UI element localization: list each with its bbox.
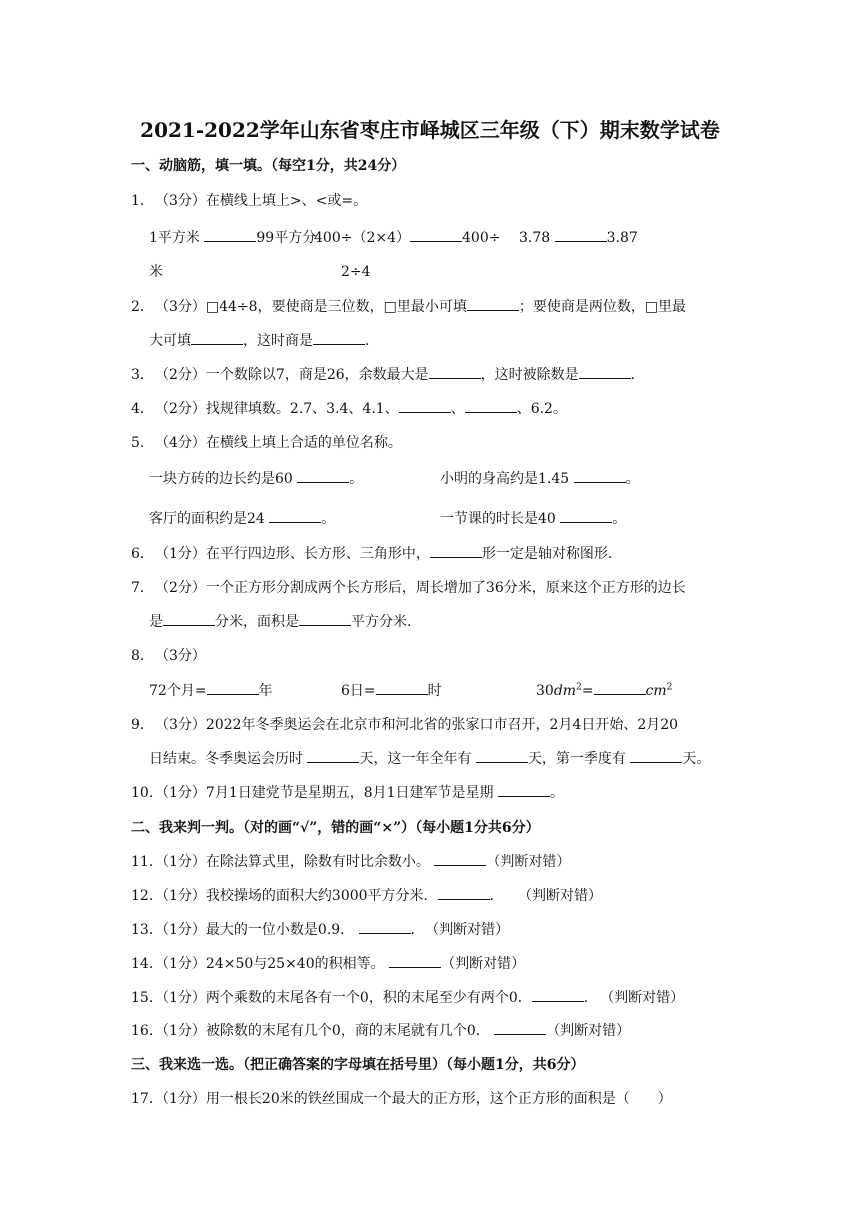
question-14: 14．（1分）24×50与25×40的积相等。 （判断对错） [131,956,526,972]
answer-blank[interactable] [269,509,321,523]
page-title: 2021-2022学年山东省枣庄市峄城区三年级（下）期末数学试卷 [140,118,720,142]
answer-blank[interactable] [560,509,612,523]
answer-blank[interactable] [376,681,428,695]
answer-blank[interactable] [494,1021,546,1035]
question-11: 11．（1分）在除法算式里，除数有时比余数小。 （判断对错） [131,854,571,870]
q5-item-b: 小明的身高约是1.45 。 [440,471,640,487]
q5-item-a: 一块方砖的边长约是60 。 [149,471,364,487]
answer-blank[interactable] [307,749,359,763]
question-16: 16．（1分）被除数的末尾有几个0，商的末尾就有几个0． （判断对错） [131,1023,631,1039]
section-heading-2: 二、我来判一判。（对的画“√”，错的画“×”）（每小题1分共6分） [131,820,540,836]
q8-item-c: $30dm^2= cm^2$ [536,682,673,699]
answer-blank[interactable] [434,852,486,866]
question-5: 5．（4分）在横线上填上合适的单位名称。 [131,435,402,451]
question-9: 9．（3分）2022年冬季奥运会在北京市和河北省的张家口市召开，2月4日开始、2月20 [131,717,679,733]
question-15: 15．（1分）两个乘数的末尾各有一个0，积的末尾至少有两个0． . （判断对错） [131,990,685,1006]
answer-blank[interactable] [359,920,411,934]
answer-blank[interactable] [389,954,441,968]
answer-blank[interactable] [594,681,646,695]
question-17: 17．（1分）用一根长20米的铁丝围成一个最大的正方形，这个正方形的面积是（ ） [131,1091,672,1107]
answer-blank[interactable] [313,331,365,345]
answer-blank[interactable] [555,228,607,242]
question-9-cont: 日结束。冬季奥运会历时 天，这一年全年有 天，第一季度有 天。 [149,751,711,767]
answer-blank[interactable] [574,469,626,483]
question-6: 6．（1分）在平行四边形、长方形、三角形中， 形一定是轴对称图形. [131,546,613,562]
q1-item-a-cont: 米 [149,264,163,280]
question-2-cont: 大可填 ，这时商是 . [149,333,370,349]
q5-item-d: 一节课的时长是40 。 [440,511,627,527]
answer-blank[interactable] [163,612,215,626]
answer-blank[interactable] [191,331,243,345]
question-12: 12．（1分）我校操场的面积大约3000平方分米． . （判断对错） [131,888,602,904]
question-2: 2．（3分）□44÷8，要使商是三位数，□里最小可填 ；要使商是两位数，□里最 [131,299,687,315]
question-10: 10．（1分）7月1日建党节是星期五，8月1日建军节是星期 。 [131,785,564,801]
answer-blank[interactable] [204,228,256,242]
q1-item-b: 400÷（2×4） 400÷ [314,230,501,246]
answer-blank[interactable] [498,783,550,797]
answer-blank[interactable] [429,365,481,379]
answer-blank[interactable] [438,886,490,900]
answer-blank[interactable] [532,988,584,1002]
q1-item-c: 3.78 3.87 [519,230,638,246]
question-3: 3．（2分）一个数除以7，商是26，余数最大是 ，这时被除数是 . [131,367,636,383]
answer-blank[interactable] [630,749,682,763]
answer-blank[interactable] [430,544,482,558]
section-heading-1: 一、动脑筋，填一填。（每空1分，共24分） [131,158,406,174]
answer-blank[interactable] [467,297,519,311]
answer-blank[interactable] [579,365,631,379]
question-8: 8．（3分） [131,648,206,664]
q1-item-b-cont: 2÷4 [341,264,371,280]
q8-item-a: 72个月= 年 [149,683,273,699]
question-13: 13．（1分）最大的一位小数是0.9． . （判断对错） [131,922,510,938]
section-heading-3: 三、我来选一选。（把正确答案的字母填在括号里）（每小题1分，共6分） [131,1057,585,1073]
question-7-cont: 是 分米，面积是 平方分米. [149,614,412,630]
answer-blank[interactable] [399,399,451,413]
answer-blank[interactable] [299,612,351,626]
q8-item-b: 6日= 时 [341,683,442,699]
answer-blank[interactable] [476,749,528,763]
answer-blank[interactable] [410,228,462,242]
answer-blank[interactable] [207,681,259,695]
question-4: 4．（2分）找规律填数。2.7、3.4、4.1、 、 、6.2。 [131,401,567,417]
q5-item-c: 客厅的面积约是24 。 [149,511,336,527]
q1-item-a: 1平方米 99平方分 [149,230,317,246]
answer-blank[interactable] [465,399,517,413]
question-7: 7．（2分）一个正方形分割成两个长方形后，周长增加了36分米，原来这个正方形的边长 [131,580,686,596]
answer-blank[interactable] [297,469,349,483]
question-1: 1．（3分）在横线上填上>、<或=。 [131,193,368,209]
